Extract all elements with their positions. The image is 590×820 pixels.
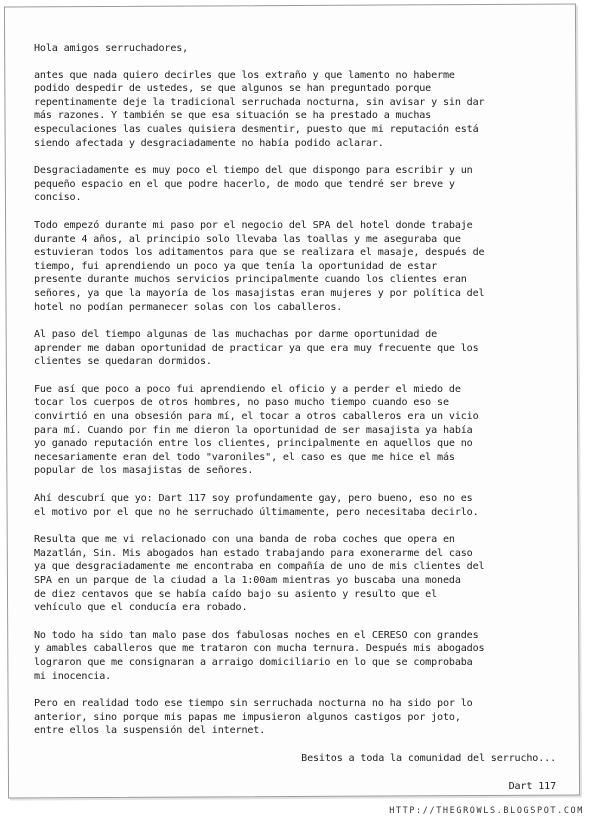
letter-paragraph: Ahí descubrí que yo: Dart 117 soy profundamente gay, pero bueno, eso no es el motivo por el que no he serruchado últimamente, pero necesitaba decirlo. [34, 493, 479, 518]
letter-paragraph: Al paso del tiempo algunas de las muchachas por darme oportunidad de aprender me daban oportunidad de practicar ya que era muy frecuente que los clientes se quedaran dormidos. [34, 329, 479, 368]
letter-paragraph: Resulta que me vi relacionado con una banda de roba coches que opera en Mazatlán, Sin. Mis abogados han estado trabajando para exonerarme del caso ya que desgraciadamente me encontraba en compañía de uno de mis clientes del SPA en un parque de la ciudad a la 1:00am mientras yo buscaba una moneda de diez centavos que se había caído bajo su asiento y resulto que el vehículo que el conducía era robado. [34, 534, 485, 614]
letter-paragraph: Todo empezó durante mi paso por el negocio del SPA del hotel donde trabaje durante 4 años, al principio solo llevaba las toallas y me aseguraba que estuvieran todos los aditamentos para que se realizara el masaje, después de tiempo, fui aprendiendo un poco ya que tenía la oportunidad de estar presente durante muchos servicios principalmente cuando los clientes eran señores, ya que la mayoría de los masajistas eran mujeres y por política del hotel no podían permanecer solas con los caballeros. [34, 219, 485, 313]
letter-paragraph: No todo ha sido tan malo pase dos fabulosas noches en el CERESO con grandes y amables caballeros que me trataron con mucha ternura. Después mis abogados lograron que me consignaran a arraigo domiciliario en lo que se comprobaba mi inocencia. [34, 629, 485, 682]
letter-paragraph: Pero en realidad todo ese tiempo sin serruchada nocturna no ha sido por lo anterior, sino porque mis papas me impusieron algunos castigos por joto, entre ellos la suspensión del internet. [34, 698, 473, 737]
letter-paragraph: Desgraciadamente es muy poco el tiempo del que dispongo para escribir y un pequeño espacio en el que podre hacerlo, de modo que tendré ser breve y conciso. [34, 165, 473, 204]
letter-greeting: Hola amigos serruchadores, [34, 43, 189, 54]
letter-paragraph: antes que nada quiero decirles que los extraño y que lamento no haberme podido despedir de ustedes, se que algunos se han preguntado porque repentinamente deje la tradicional serruchada nocturna, sin avisar y sin dar más razones. Y también se que esa situación se ha prestado a muchas especulaciones las cuales quisiera desmentir, puesto que mi reputación está siendo afectada y desgraciadamente no había podido aclarar. [34, 69, 485, 149]
letter-paragraph: Fue así que poco a poco fui aprendiendo el oficio y a perder el miedo de tocar los cuerpos de otros hombres, no paso mucho tiempo cuando eso se convirtió en una obsesión para mí, el tocar a otros caballeros era un vicio para mí. Cuando por fin me dieron la oportunidad de ser masajista ya había yo ganado reputación entre los clientes, principalmente en aquellos que no necesariamente eran del todo "varoniles", el caso es que me hice el más popular de los masajistas de señores. [34, 383, 479, 477]
footer-url: HTTP://THEGROWLS.BLOGSPOT.COM [389, 806, 584, 816]
letter-closing: Besitos a toda la comunidad del serrucho... [301, 752, 556, 764]
letter-signature: Dart 117 [508, 780, 556, 792]
letter-body [34, 42, 560, 807]
